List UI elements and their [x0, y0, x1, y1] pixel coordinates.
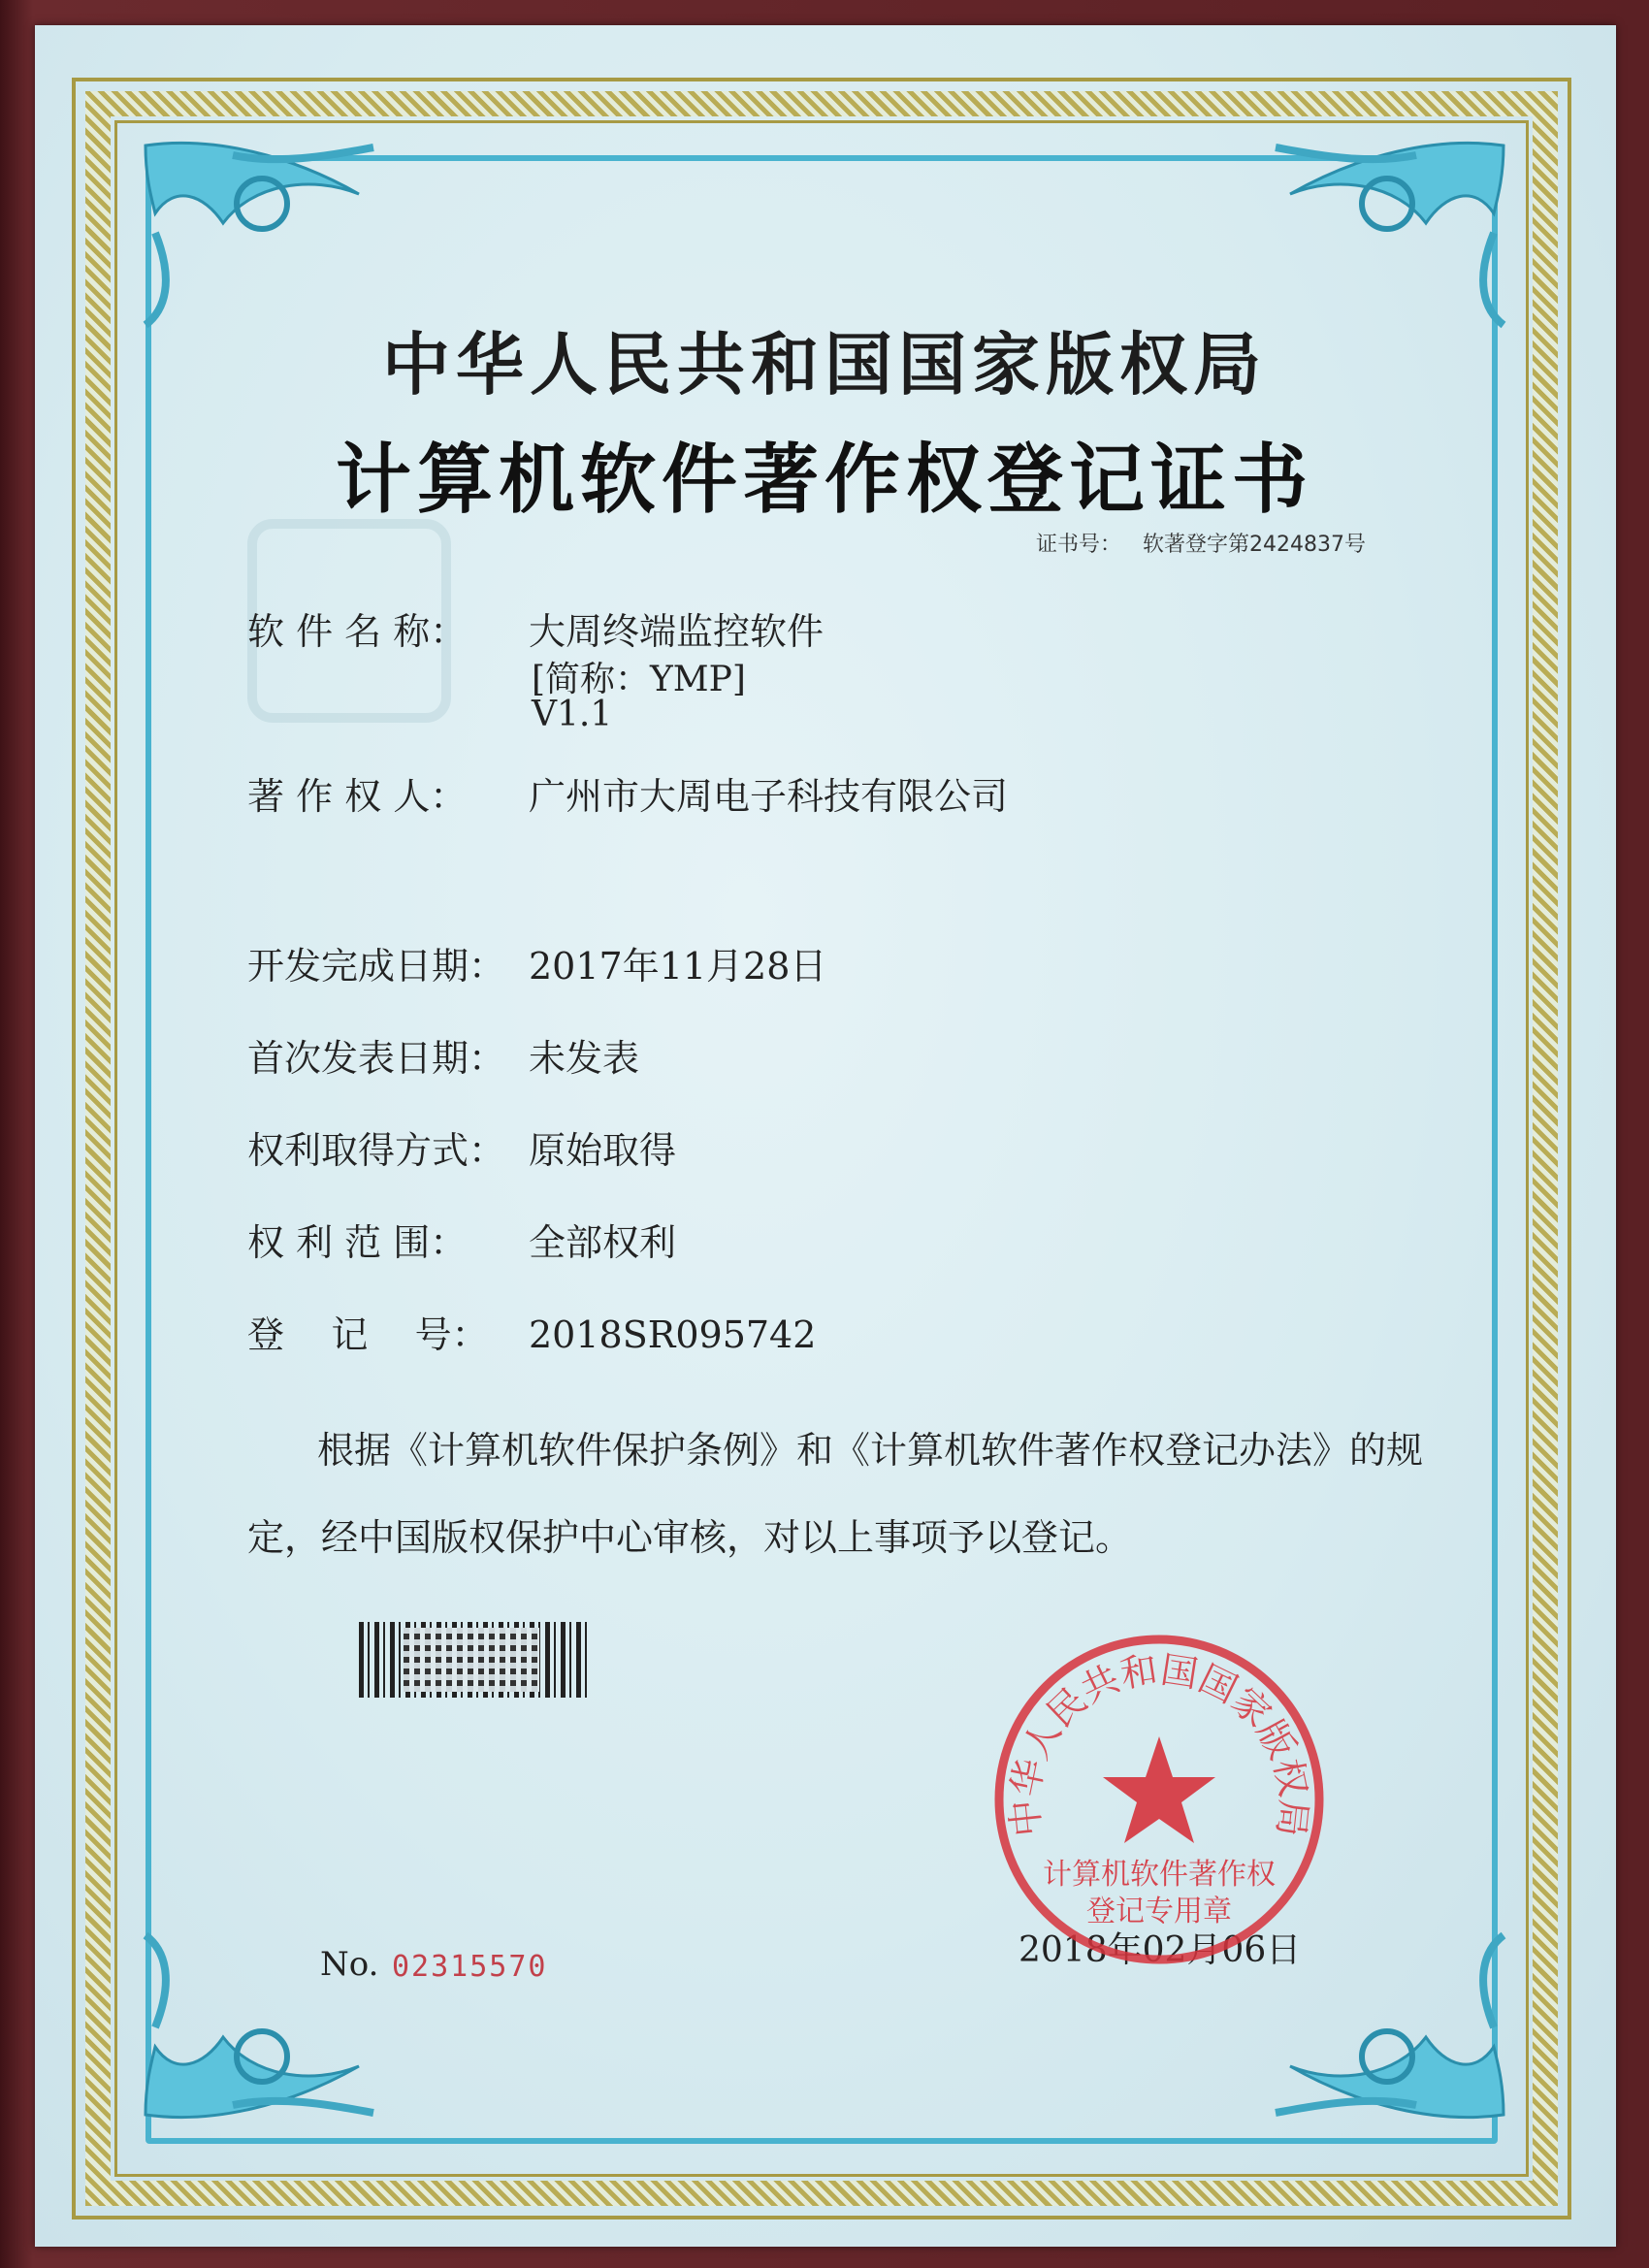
field-label: 著 作 权 人：: [247, 775, 468, 818]
field-software-name: [247, 601, 824, 655]
serial-label: No.: [320, 1945, 379, 1984]
field-value: 大周终端监控软件: [529, 610, 824, 653]
field-label: 软 件 名 称：: [247, 610, 468, 653]
software-version: V1.1: [532, 695, 613, 734]
field-value: 2017年11月28日: [529, 945, 827, 988]
issuing-authority: 中华人民共和国国家版权局: [382, 324, 1267, 405]
corner-ornament-top-left: [136, 136, 378, 330]
field-label: 登 记 号：: [247, 1313, 489, 1356]
field-value: 全部权利: [529, 1221, 677, 1264]
field-value: 原始取得: [529, 1129, 677, 1172]
corner-ornament-top-right: [1271, 136, 1513, 330]
seal-line1: 计算机软件著作权: [1043, 1858, 1276, 1892]
field-copyright-owner: [247, 766, 1008, 820]
serial-number: 02315570: [392, 1950, 548, 1984]
field-value: 未发表: [529, 1037, 640, 1080]
field-value: 2018SR095742: [529, 1313, 817, 1356]
barcode: [359, 1622, 588, 1698]
cert-no-label: 证书号：: [1036, 533, 1122, 557]
registration-statement: 根据《计算机软件保护条例》和《计算机软件著作权登记办法》的规定，经中国版权保护中心审核，对以上事项予以登记。: [247, 1429, 1424, 1559]
seal-star-icon: [1103, 1736, 1215, 1843]
field-registration-number: [247, 1305, 816, 1358]
certificate-number: [1036, 528, 1366, 558]
software-abbreviation: [简称：YMP]: [532, 660, 746, 699]
field-rights-scope: [247, 1213, 676, 1266]
field-acquisition-method: [247, 1120, 676, 1174]
field-label: 权利取得方式：: [247, 1129, 506, 1172]
seal-outer-text: 中华人民共和国国家版权局: [1002, 1647, 1316, 1839]
issue-date: 2018年02月06日: [1018, 1930, 1302, 1970]
field-label: 权 利 范 围：: [247, 1221, 468, 1264]
field-value: 广州市大周电子科技有限公司: [529, 775, 1009, 818]
field-label: 首次发表日期：: [247, 1037, 506, 1080]
cert-no-value: 软著登字第2424837号: [1143, 533, 1366, 557]
field-first-publish-date: [247, 1028, 639, 1082]
field-completion-date: [247, 936, 826, 989]
certificate-title: 计算机软件著作权登记证书: [335, 436, 1313, 524]
seal-line2: 登记专用章: [1086, 1895, 1232, 1928]
field-label: 开发完成日期：: [247, 945, 506, 988]
datamatrix-code: [404, 1628, 539, 1692]
official-seal: [989, 1630, 1329, 1969]
